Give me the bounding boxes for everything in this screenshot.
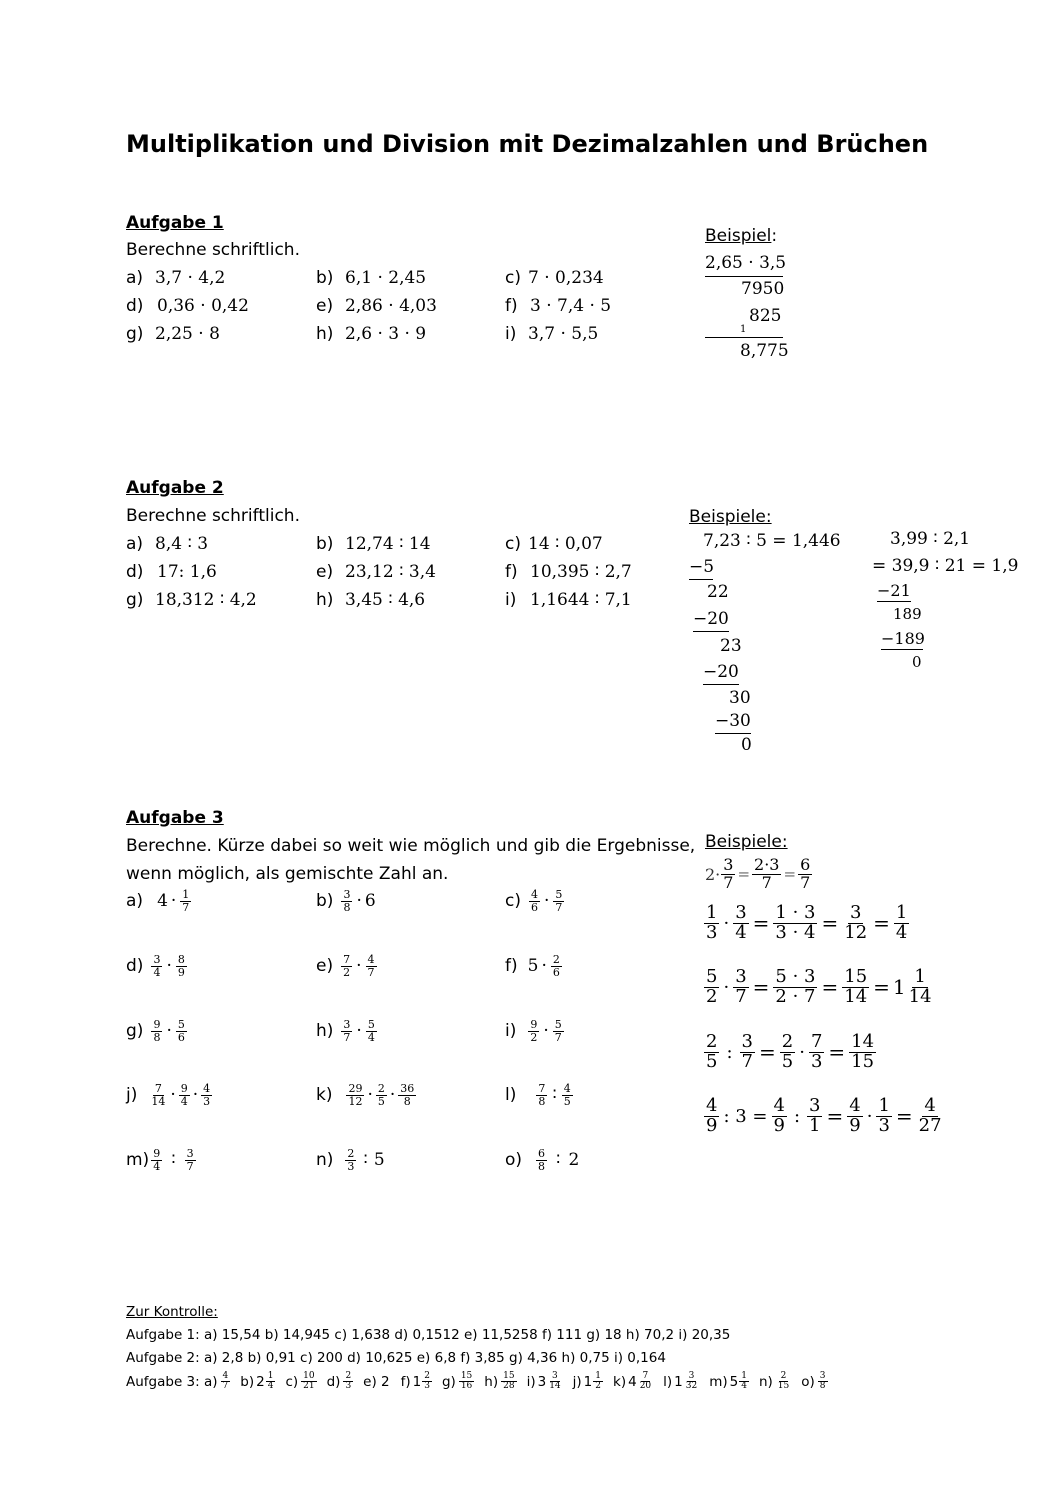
exercise-label: a) <box>126 534 144 554</box>
task3-instruction: wenn möglich, als gemischte Zahl an. <box>126 864 449 884</box>
exercise-label: g) <box>126 590 144 610</box>
example-line: 23 <box>720 636 742 656</box>
fraction: $\frac{5 \cdot 3}{2 \cdot 7}$ <box>775 966 816 1007</box>
equals: = <box>752 975 770 1000</box>
fraction: $\frac{6}{7}$ <box>800 855 811 892</box>
fraction: $\frac{15}{28}$ <box>503 1371 515 1392</box>
fraction: $\frac{2}{5}$ <box>781 1031 794 1072</box>
answer-key-label: Zur Kontrolle: <box>126 1304 218 1320</box>
fraction: $\frac{9}{2}$ <box>530 1018 538 1044</box>
answer-label: h) <box>484 1373 499 1390</box>
exercise-label: i) <box>505 590 517 610</box>
operator: · <box>723 912 730 934</box>
exercise-label: e) <box>316 956 334 977</box>
fraction: $\frac{3}{8}$ <box>819 1371 826 1392</box>
fraction: $\frac{3}{12}$ <box>844 902 868 943</box>
equals: = <box>873 975 890 1000</box>
fraction: $\frac{1}{2}$ <box>595 1371 601 1392</box>
fraction: $\frac{2}{5}$ <box>377 1082 385 1108</box>
answer-item <box>442 1372 475 1392</box>
equals: = <box>821 975 839 1000</box>
example-line: 189 <box>893 605 922 623</box>
fraction: $\frac{4}{3}$ <box>203 1082 211 1108</box>
example-line: −20 <box>693 609 729 629</box>
divider <box>689 579 713 580</box>
exercise-label: o) <box>505 1150 523 1171</box>
fraction: $\frac{3}{1}$ <box>809 1095 821 1136</box>
exercise-b <box>316 889 376 913</box>
exercise-j <box>126 1083 213 1107</box>
exercise-expression: 6,1 · 2,45 <box>345 268 427 288</box>
exercise-label: h) <box>316 324 334 344</box>
answer-item <box>240 1372 276 1392</box>
answer-label: d) <box>326 1373 341 1390</box>
operator: ∶ <box>552 1085 557 1106</box>
exercise-expression: 3,45 ∶ 4,6 <box>345 590 426 610</box>
answer-item <box>573 1372 604 1392</box>
fraction: $\frac{4}{27}$ <box>918 1095 942 1136</box>
task2-instruction: Berechne schriftlich. <box>126 506 300 526</box>
example-line: −20 <box>703 662 739 682</box>
fraction: $\frac{2\cdot 3}{7}$ <box>754 855 780 892</box>
exercise-label: d) <box>126 956 144 977</box>
example-line: 30 <box>729 688 751 708</box>
divider <box>693 631 729 632</box>
operator: : <box>793 1105 801 1127</box>
fraction: $\frac{4}{9}$ <box>849 1095 861 1136</box>
exercise-h <box>316 1019 378 1043</box>
whole-number: 2 <box>256 1373 265 1390</box>
exercise-e <box>316 954 378 978</box>
operator: · <box>356 1021 362 1042</box>
equals: = <box>737 865 751 884</box>
exercise-expression: 18,312 ∶ 4,2 <box>155 590 257 610</box>
exercise-label: l) <box>505 1085 517 1106</box>
answer-item <box>363 1374 391 1390</box>
operator: ∶ <box>556 1150 561 1171</box>
whole-number: 3 <box>537 1373 547 1390</box>
exercise-k <box>316 1083 417 1107</box>
example-line: 825 <box>749 306 782 326</box>
fraction: $\frac{3}{7}$ <box>723 855 734 892</box>
fraction: $\frac{9}{4}$ <box>153 1147 161 1173</box>
answer-item <box>709 1372 750 1392</box>
equals: = <box>758 1040 776 1065</box>
divider <box>705 337 783 338</box>
whole-number: 5 <box>527 956 539 977</box>
exercise-expression: 3 · 7,4 · 5 <box>530 296 612 316</box>
example-line: 0 <box>912 653 922 671</box>
fraction: $\frac{5}{6}$ <box>177 1018 185 1044</box>
exercise-label: h) <box>316 590 334 610</box>
fraction: $\frac{5}{7}$ <box>554 1018 562 1044</box>
divider <box>703 684 739 685</box>
exercise-expression: 17: 1,6 <box>157 562 217 582</box>
fraction: $\frac{2}{3}$ <box>347 1147 355 1173</box>
exercise-label: c) <box>505 268 521 288</box>
fraction: $\frac{3}{32}$ <box>685 1371 698 1392</box>
exercise-expression: 3,7 · 4,2 <box>155 268 226 288</box>
equals: = <box>752 911 770 936</box>
answer-label: i) <box>526 1373 536 1390</box>
fraction: $\frac{9}{8}$ <box>153 1018 161 1044</box>
fraction: $\frac{4}{7}$ <box>367 953 375 979</box>
exercise-f <box>505 954 563 978</box>
exercise-expression: 23,12 ∶ 3,4 <box>345 562 436 582</box>
whole-number: 4 <box>157 891 168 912</box>
exercise-label: g) <box>126 1021 144 1042</box>
example-row-2 <box>703 904 910 943</box>
answer-item <box>801 1372 828 1392</box>
equals: = <box>828 1040 846 1065</box>
fraction: $\frac{1}{4}$ <box>741 1371 747 1392</box>
fraction: $\frac{3}{7}$ <box>186 1147 194 1173</box>
exercise-label: n) <box>316 1150 334 1171</box>
exercise-label: i) <box>505 324 517 344</box>
fraction: $\frac{10}{21}$ <box>303 1371 315 1392</box>
task3-instruction: Berechne. Kürze dabei so weit wie möglich und gib die Ergebnisse, <box>126 836 696 856</box>
operator: · <box>799 1041 805 1063</box>
example-label: Beispiele: <box>689 507 772 527</box>
exercise-label: c) <box>505 891 521 912</box>
exercise-m <box>126 1148 197 1172</box>
equals: = <box>821 911 839 936</box>
fraction: $\frac{3}{7}$ <box>741 1031 753 1072</box>
example-line: 22 <box>707 582 729 602</box>
fraction: $\frac{5}{7}$ <box>555 888 563 914</box>
answer-key-line: Aufgabe 1: a) 15,54 b) 14,945 c) 1,638 d) 0,1512 e) 11,5258 f) 111 g) 18 h) 70,2 i) 20,35 <box>126 1327 731 1343</box>
exercise-label: a) <box>126 891 144 912</box>
divider <box>881 649 923 650</box>
operator: : <box>726 1041 733 1063</box>
exercise-label: d) <box>126 296 144 316</box>
exercise-expression: 14 ∶ 0,07 <box>528 534 603 554</box>
answer-label: c) <box>285 1373 299 1390</box>
operator: · <box>166 1021 172 1042</box>
exercise-expression: 12,74 ∶ 14 <box>345 534 431 554</box>
fraction: $\frac{3}{7}$ <box>735 966 747 1007</box>
fraction: $\frac{1}{4}$ <box>895 902 908 943</box>
exercise-expression: 2,25 · 8 <box>155 324 220 344</box>
operator: · <box>170 1085 176 1106</box>
answer-label: j) <box>572 1373 582 1390</box>
answer-key-line <box>126 1372 829 1392</box>
fraction: $\frac{4}{5}$ <box>563 1082 571 1108</box>
exercise-label: k) <box>316 1085 333 1106</box>
exercise-expression: 2,6 · 3 · 9 <box>345 324 427 344</box>
fraction: $\frac{1}{4}$ <box>267 1371 274 1392</box>
task3-heading: Aufgabe 3 <box>126 808 224 828</box>
fraction: $\frac{7}{2}$ <box>343 953 351 979</box>
task1-heading: Aufgabe 1 <box>126 213 224 233</box>
operator: · <box>389 1085 396 1106</box>
exercise-label: m) <box>126 1150 150 1171</box>
divider <box>715 733 751 734</box>
divider <box>705 276 783 277</box>
fraction: $\frac{2}{6}$ <box>552 953 560 979</box>
fraction: $\frac{1}{14}$ <box>908 966 932 1007</box>
answer-item <box>663 1372 700 1392</box>
whole-number: 1 <box>412 1373 422 1390</box>
answer-label: o) <box>801 1373 815 1390</box>
whole-number: 1 <box>892 975 906 1000</box>
operator: · <box>367 1085 373 1106</box>
fraction: $\frac{14}{15}$ <box>851 1031 875 1072</box>
exercise-label: b) <box>316 534 334 554</box>
equals: = <box>873 911 890 936</box>
fraction: $\frac{5}{4}$ <box>367 1018 375 1044</box>
fraction: $\frac{7}{8}$ <box>538 1082 546 1108</box>
example-row-5 <box>703 1097 945 1136</box>
operator: ∶ <box>171 1150 176 1171</box>
exercise-d <box>126 954 188 978</box>
operator: · <box>170 891 177 912</box>
fraction: $\frac{4}{9}$ <box>773 1095 785 1136</box>
whole-number: 5 <box>729 1373 739 1390</box>
example-line: = 39,9 ∶ 21 = 1,9 <box>872 556 1019 576</box>
answer-label: e) 2 <box>363 1373 390 1390</box>
exercise-label: g) <box>126 324 144 344</box>
task1-instruction: Berechne schriftlich. <box>126 240 300 260</box>
operator: · <box>356 891 362 912</box>
exercise-o <box>505 1148 579 1172</box>
answer-item <box>327 1372 355 1392</box>
exercise-label: e) <box>316 562 334 582</box>
operator: · <box>541 956 547 977</box>
exercise-expression: 2,86 · 4,03 <box>345 296 437 316</box>
fraction: $\frac{7}{20}$ <box>639 1371 652 1392</box>
example-label: Beispiele: <box>705 832 788 852</box>
operator: · <box>866 1105 873 1127</box>
carry-digit: 1 <box>740 324 747 335</box>
answer-item <box>759 1372 792 1392</box>
exercise-a <box>126 889 192 913</box>
answer-label: b) <box>240 1373 255 1390</box>
exercise-label: c) <box>505 534 521 554</box>
exercise-label: f) <box>505 562 518 582</box>
whole-number: 6 <box>364 891 376 912</box>
whole-number: 2 <box>568 1150 580 1171</box>
answer-label: m) <box>709 1373 728 1390</box>
operator: · <box>166 956 172 977</box>
exercise-label: b) <box>316 268 334 288</box>
answer-label: g) <box>441 1373 456 1390</box>
fraction: $\frac{4}{6}$ <box>530 888 538 914</box>
exercise-label: f) <box>505 296 518 316</box>
task2-heading: Aufgabe 2 <box>126 478 224 498</box>
whole-number: 5 <box>373 1150 385 1171</box>
equals: = <box>895 1104 913 1129</box>
exercise-label: j) <box>126 1085 138 1106</box>
exercise-label: e) <box>316 296 334 316</box>
example-line: 7,23 ∶ 5 = 1,446 <box>703 531 841 551</box>
whole-number: 2· <box>705 864 721 884</box>
example-line: 2,65 · 3,5 <box>705 253 787 273</box>
operator: · <box>543 891 550 912</box>
fraction: $\frac{29}{12}$ <box>348 1082 363 1108</box>
fraction: $\frac{8}{9}$ <box>177 953 185 979</box>
example-row-3 <box>703 968 935 1007</box>
fraction: $\frac{7}{14}$ <box>151 1082 166 1108</box>
operator: · <box>192 1085 199 1106</box>
exercise-label: f) <box>505 956 518 977</box>
example-result: 8,775 <box>740 341 789 361</box>
whole-number: 1 <box>674 1373 683 1390</box>
fraction: $\frac{2}{15}$ <box>777 1371 790 1392</box>
fraction: $\frac{5}{2}$ <box>706 966 718 1007</box>
fraction: $\frac{3}{14}$ <box>549 1371 561 1392</box>
fraction: $\frac{9}{4}$ <box>180 1082 188 1108</box>
exercise-i <box>505 1019 565 1043</box>
fraction: $\frac{4}{7}$ <box>222 1371 229 1392</box>
exercise-expression: 1,1644 ∶ 7,1 <box>530 590 632 610</box>
fraction: $\frac{1}{7}$ <box>182 888 190 914</box>
example-line: −30 <box>715 711 751 731</box>
exercise-g <box>126 1019 188 1043</box>
fraction: $\frac{2}{3}$ <box>424 1371 430 1392</box>
answer-item <box>484 1372 517 1392</box>
exercise-label: b) <box>316 891 334 912</box>
operator: · <box>723 976 730 998</box>
example-line: 7950 <box>741 279 785 299</box>
fraction: $\frac{3}{8}$ <box>343 888 351 914</box>
fraction: $\frac{7}{3}$ <box>810 1031 823 1072</box>
fraction: $\frac{1 \cdot 3}{3 \cdot 4}$ <box>775 902 816 943</box>
example-label: Beispiel <box>705 226 772 246</box>
divider <box>877 601 911 602</box>
fraction: $\frac{1}{3}$ <box>706 902 718 943</box>
example-line: −5 <box>689 557 715 577</box>
exercise-label: a) <box>126 268 144 288</box>
exercise-n <box>316 1148 385 1172</box>
example-line: −189 <box>881 629 925 648</box>
fraction: $\frac{2}{5}$ <box>706 1031 718 1072</box>
equals: = <box>826 1104 844 1129</box>
example-row-1 <box>705 857 813 892</box>
answer-item <box>613 1372 654 1392</box>
answer-item <box>285 1372 317 1392</box>
operator: ∶ <box>363 1150 368 1171</box>
fraction: $\frac{6}{8}$ <box>538 1147 546 1173</box>
answer-label: n) <box>758 1373 773 1390</box>
exercise-label: h) <box>316 1021 334 1042</box>
fraction: $\frac{3}{4}$ <box>153 953 161 979</box>
fraction: $\frac{36}{8}$ <box>400 1082 415 1108</box>
answer-item <box>220 1372 232 1392</box>
fraction: $\frac{4}{9}$ <box>706 1095 718 1136</box>
example-row-4 <box>703 1033 877 1072</box>
exercise-expression: 10,395 ∶ 2,7 <box>530 562 632 582</box>
answer-label: k) <box>613 1373 627 1390</box>
whole-number: 4 <box>628 1373 637 1390</box>
answer-label: f) <box>400 1373 411 1390</box>
fraction: $\frac{3}{7}$ <box>343 1018 351 1044</box>
fraction: $\frac{2}{3}$ <box>345 1371 352 1392</box>
operator: · <box>356 956 362 977</box>
fraction: $\frac{15}{14}$ <box>844 966 868 1007</box>
exercise-expression: 8,4 ∶ 3 <box>155 534 209 554</box>
example-line: −21 <box>877 581 911 600</box>
example-colon: : <box>771 226 778 246</box>
operator: · <box>543 1021 549 1042</box>
equals: = <box>783 865 797 884</box>
exercise-l <box>505 1083 574 1107</box>
fraction: $\frac{3}{4}$ <box>735 902 747 943</box>
example-line: 3,99 ∶ 2,1 <box>890 529 971 549</box>
example-line: 0 <box>741 735 752 755</box>
answer-label: l) <box>663 1373 673 1390</box>
exercise-expression: 0,36 · 0,42 <box>157 296 249 316</box>
fraction: $\frac{15}{16}$ <box>460 1371 473 1392</box>
answer-item <box>527 1372 564 1392</box>
fraction: $\frac{1}{3}$ <box>878 1095 890 1136</box>
answer-item <box>401 1372 433 1392</box>
operator: : 3 = <box>723 1105 768 1127</box>
whole-number: 1 <box>583 1373 593 1390</box>
exercise-expression: 7 · 0,234 <box>528 268 604 288</box>
page-title: Multiplikation und Division mit Dezimalzahlen und Brüchen <box>126 130 929 158</box>
exercise-expression: 3,7 · 5,5 <box>528 324 599 344</box>
exercise-label: i) <box>505 1021 517 1042</box>
answer-key-line: Aufgabe 2: a) 2,8 b) 0,91 c) 200 d) 10,625 e) 6,8 f) 3,85 g) 4,36 h) 0,75 i) 0,164 <box>126 1350 666 1366</box>
answer-key-prefix: Aufgabe 3: a) <box>126 1373 218 1390</box>
exercise-label: d) <box>126 562 144 582</box>
exercise-c <box>505 889 565 913</box>
